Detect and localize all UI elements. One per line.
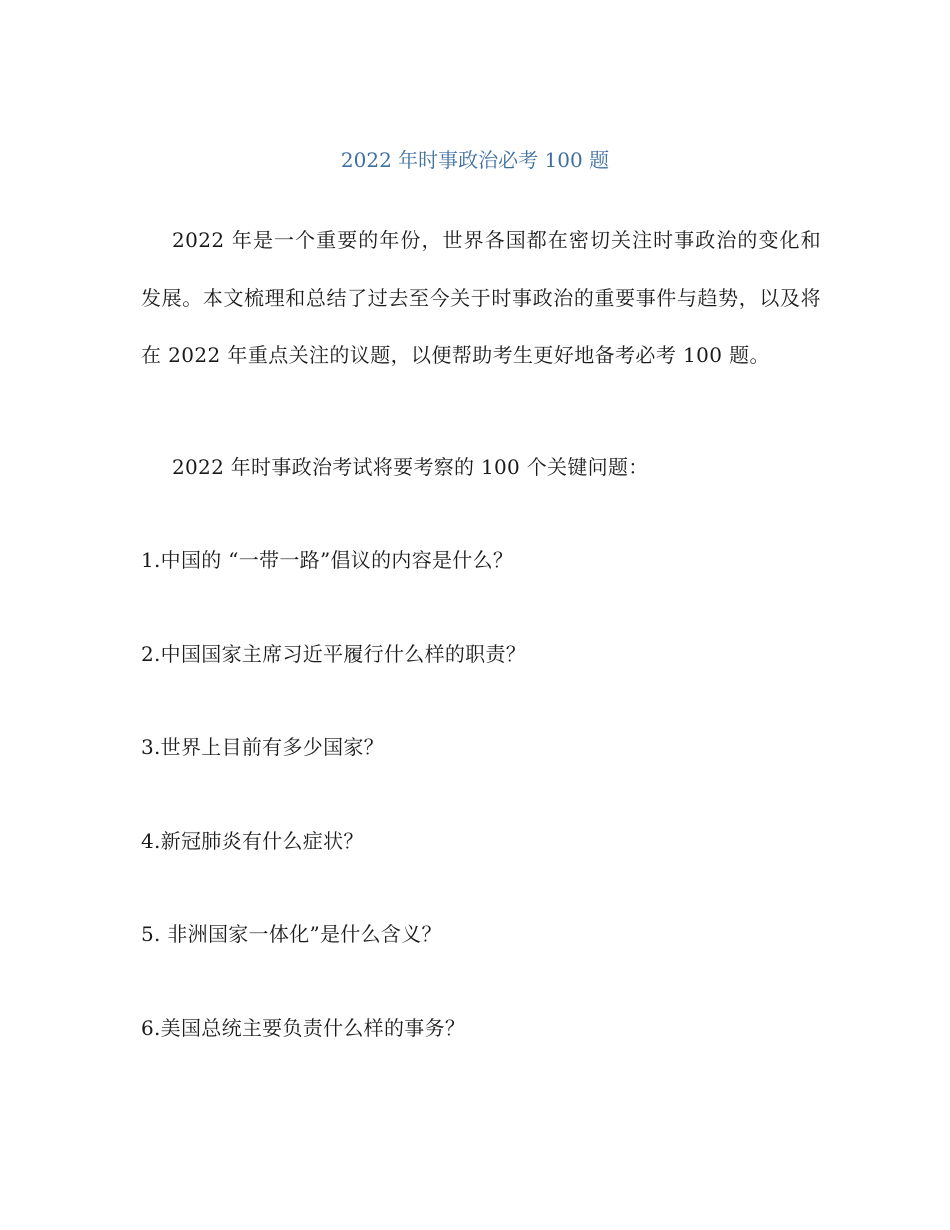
question-item: 6.美国总统主要负责什么样的事务？ — [141, 1016, 466, 1040]
intro-paragraph: 2022 年是一个重要的年份，世界各国都在密切关注时事政治的变化和发展。本文梳理和总结了过去至今关于时事政治的重要事件与趋势，以及将在 2022 年重点关注的议题，以便帮助考生更好地备考必考 100 题。 — [141, 228, 821, 367]
lead-paragraph: 2022 年时事政治考试将要考察的 100 个关键问题： — [172, 455, 649, 479]
question-item: 1.中国的 “一带一路”倡议的内容是什么？ — [141, 548, 514, 572]
question-item: 5. 非洲国家一体化”是什么含义？ — [141, 922, 442, 946]
question-item: 2.中国国家主席习近平履行什么样的职责？ — [141, 642, 527, 666]
question-item: 3.世界上目前有多少国家？ — [141, 735, 384, 759]
document-title: 2022 年时事政治必考 100 题 — [340, 148, 610, 172]
question-item: 4.新冠肺炎有什么症状？ — [141, 829, 364, 853]
